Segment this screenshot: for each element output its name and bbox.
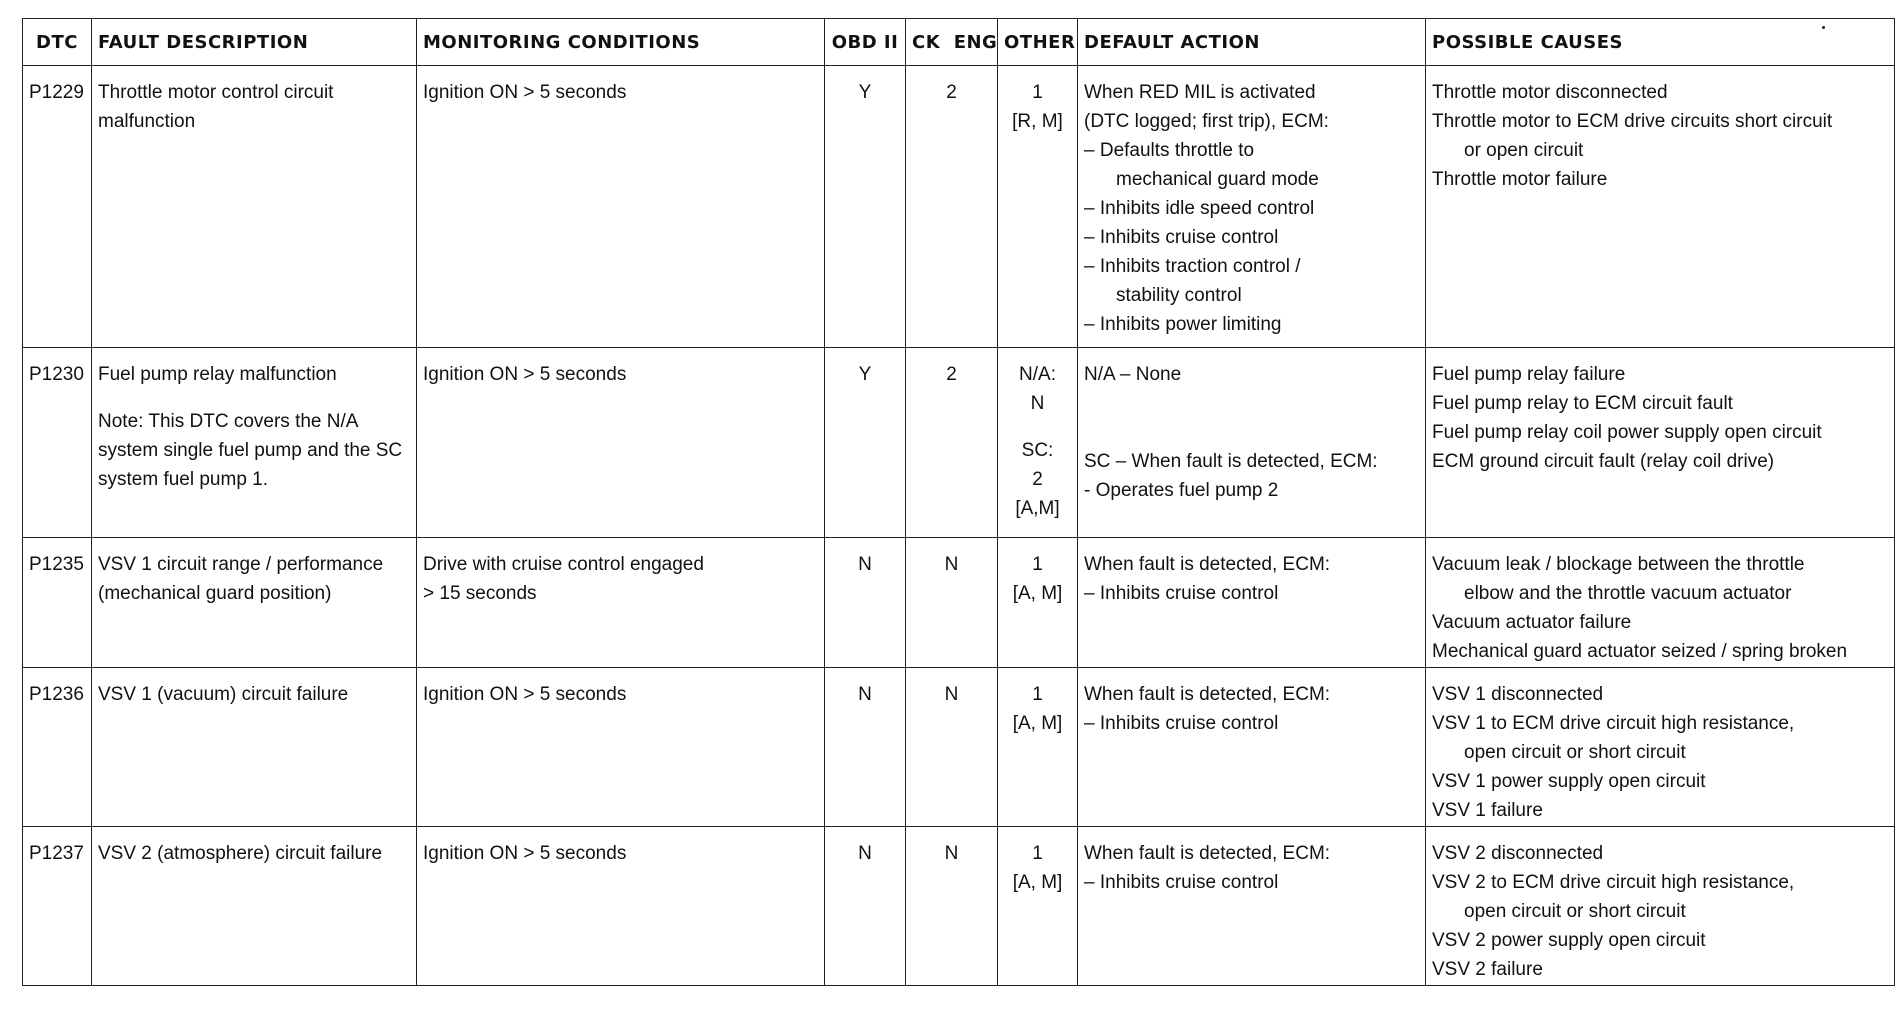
other-line: N/A: <box>1019 364 1056 385</box>
table-row <box>23 66 1895 348</box>
cause-line: VSV 1 disconnected <box>1432 684 1604 705</box>
table-row <box>23 348 1895 538</box>
cause-line: Vacuum actuator failure <box>1432 612 1632 633</box>
default-line: – Inhibits power limiting <box>1084 314 1282 335</box>
dtc-code: P1235 <box>23 538 92 668</box>
other-line: [R, M] <box>1012 111 1063 132</box>
table-row <box>23 827 1895 986</box>
cause-line: VSV 1 failure <box>1432 800 1543 821</box>
cause-line: VSV 1 power supply open circuit <box>1432 771 1706 792</box>
obd-ii-value: N <box>825 827 906 986</box>
cause-line: Throttle motor failure <box>1432 169 1608 190</box>
ck-eng-value: N <box>906 827 998 986</box>
other-line: 1 <box>1032 684 1043 705</box>
other-line: 1 <box>1032 554 1043 575</box>
obd-ii-value: N <box>825 538 906 668</box>
fault-description <box>92 668 417 827</box>
possible-causes <box>1426 668 1895 827</box>
default-line: - Operates fuel pump 2 <box>1084 480 1279 501</box>
cause-line: VSV 2 failure <box>1432 959 1543 980</box>
fault-text: VSV 1 circuit range / performance <box>98 554 384 575</box>
monitoring-conditions <box>417 348 825 538</box>
fault-text: VSV 1 (vacuum) circuit failure <box>98 684 349 705</box>
possible-causes <box>1426 348 1895 538</box>
header-fault-description: FAULT DESCRIPTION <box>92 19 417 66</box>
monitoring-text: Ignition ON > 5 seconds <box>423 82 627 103</box>
ck-eng-value: 2 <box>906 66 998 348</box>
default-line: mechanical guard mode <box>1116 169 1319 190</box>
cause-line: VSV 2 disconnected <box>1432 843 1604 864</box>
spacer <box>98 389 410 407</box>
default-line: N/A – None <box>1084 364 1182 385</box>
other-value <box>998 827 1078 986</box>
monitoring-text: Ignition ON > 5 seconds <box>423 684 627 705</box>
cause-line: Throttle motor disconnected <box>1432 82 1668 103</box>
monitoring-text: Ignition ON > 5 seconds <box>423 843 627 864</box>
cause-line: or open circuit <box>1464 140 1584 161</box>
monitoring-conditions <box>417 538 825 668</box>
default-action <box>1078 827 1426 986</box>
obd-ii-value: Y <box>825 348 906 538</box>
dtc-code: P1229 <box>23 66 92 348</box>
default-line: (DTC logged; first trip), ECM: <box>1084 111 1329 132</box>
default-line: – Defaults throttle to <box>1084 140 1255 161</box>
ck-eng-value: N <box>906 538 998 668</box>
ck-eng-value: 2 <box>906 348 998 538</box>
default-line: – Inhibits cruise control <box>1084 227 1279 248</box>
default-line: When RED MIL is activated <box>1084 82 1316 103</box>
ck-eng-value: N <box>906 668 998 827</box>
fault-text: (mechanical guard position) <box>98 583 332 604</box>
other-line: N <box>1030 393 1045 414</box>
table-row <box>23 538 1895 668</box>
other-value <box>998 348 1078 538</box>
other-value <box>998 66 1078 348</box>
default-line: – Inhibits cruise control <box>1084 713 1279 734</box>
other-value <box>998 538 1078 668</box>
cause-line: elbow and the throttle vacuum actuator <box>1464 583 1792 604</box>
fault-description <box>92 348 417 538</box>
cause-line: Vacuum leak / blockage between the throttle <box>1432 554 1805 575</box>
table-row <box>23 668 1895 827</box>
monitoring-text: Drive with cruise control engaged <box>423 554 704 575</box>
header-default-action: DEFAULT ACTION <box>1078 19 1426 66</box>
fault-note: Note: This DTC covers the N/A system single fuel pump and the SC system fuel pump 1. <box>98 411 403 490</box>
other-line: [A, M] <box>1012 872 1063 893</box>
dtc-code: P1230 <box>23 348 92 538</box>
cause-line: VSV 2 to ECM drive circuit high resistance, <box>1432 872 1795 893</box>
fault-text: Throttle motor control circuit malfunction <box>98 82 334 132</box>
header-obd-ii: OBD II <box>825 19 906 66</box>
monitoring-conditions <box>417 668 825 827</box>
cause-line: VSV 1 to ECM drive circuit high resistance, <box>1432 713 1795 734</box>
dtc-code: P1237 <box>23 827 92 986</box>
default-line: – Inhibits idle speed control <box>1084 198 1315 219</box>
other-line: 1 <box>1032 843 1043 864</box>
obd-ii-value: N <box>825 668 906 827</box>
fault-text: VSV 2 (atmosphere) circuit failure <box>98 843 383 864</box>
cause-line: Fuel pump relay failure <box>1432 364 1626 385</box>
header-possible-causes: POSSIBLE CAUSES <box>1426 19 1895 66</box>
possible-causes <box>1426 827 1895 986</box>
default-action <box>1078 66 1426 348</box>
spacer <box>1084 389 1419 447</box>
default-action <box>1078 348 1426 538</box>
cause-line: Fuel pump relay to ECM circuit fault <box>1432 393 1733 414</box>
header-other: OTHER <box>998 19 1078 66</box>
default-action <box>1078 538 1426 668</box>
fault-text: Fuel pump relay malfunction <box>98 364 337 385</box>
default-line: When fault is detected, ECM: <box>1084 843 1331 864</box>
other-line: SC: <box>1021 440 1054 461</box>
other-line: [A, M] <box>1012 713 1063 734</box>
monitoring-conditions <box>417 827 825 986</box>
possible-causes <box>1426 538 1895 668</box>
cause-line: VSV 2 power supply open circuit <box>1432 930 1706 951</box>
default-line: – Inhibits cruise control <box>1084 872 1279 893</box>
default-line: – Inhibits cruise control <box>1084 583 1279 604</box>
other-value <box>998 668 1078 827</box>
default-line: SC – When fault is detected, ECM: <box>1084 451 1378 472</box>
fault-description <box>92 827 417 986</box>
monitoring-conditions <box>417 66 825 348</box>
header-dtc: DTC <box>23 19 92 66</box>
other-line: [A,M] <box>1015 498 1060 519</box>
cause-line: ECM ground circuit fault (relay coil drive) <box>1432 451 1775 472</box>
obd-ii-value: Y <box>825 66 906 348</box>
spacer <box>1004 418 1071 436</box>
other-line: 2 <box>1032 469 1043 490</box>
header-row <box>23 19 1895 66</box>
other-line: 1 <box>1032 82 1043 103</box>
cause-line: open circuit or short circuit <box>1464 742 1686 763</box>
default-line: – Inhibits traction control / <box>1084 256 1301 277</box>
default-action <box>1078 668 1426 827</box>
dtc-table <box>22 18 1895 986</box>
default-line: stability control <box>1116 285 1242 306</box>
cause-line: open circuit or short circuit <box>1464 901 1686 922</box>
cause-line: Throttle motor to ECM drive circuits short circuit <box>1432 111 1833 132</box>
possible-causes <box>1426 66 1895 348</box>
cause-line: Mechanical guard actuator seized / spring broken <box>1432 641 1848 662</box>
other-line: [A, M] <box>1012 583 1063 604</box>
cause-line: Fuel pump relay coil power supply open circuit <box>1432 422 1822 443</box>
default-line: When fault is detected, ECM: <box>1084 554 1331 575</box>
default-line: When fault is detected, ECM: <box>1084 684 1331 705</box>
fault-description <box>92 538 417 668</box>
monitoring-text: Ignition ON > 5 seconds <box>423 364 627 385</box>
header-ck-eng: CK ENG <box>906 19 998 66</box>
header-monitoring-conditions: MONITORING CONDITIONS <box>417 19 825 66</box>
monitoring-text: > 15 seconds <box>423 583 537 604</box>
dtc-code: P1236 <box>23 668 92 827</box>
fault-description <box>92 66 417 348</box>
